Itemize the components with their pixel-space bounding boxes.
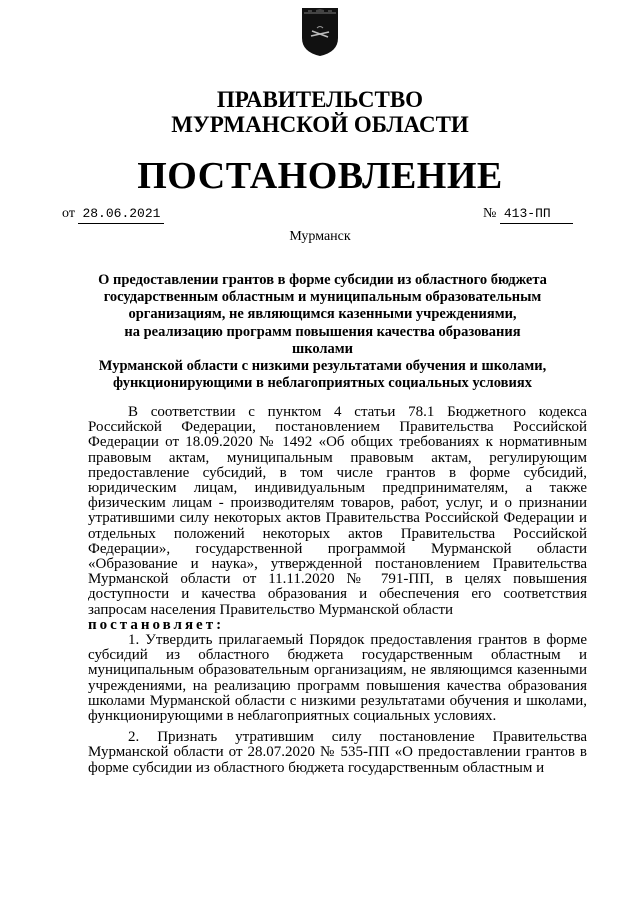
title-line: организациям, не являющимся казенными учреждениями, xyxy=(128,306,517,323)
preamble-paragraph: В соответствии с пунктом 4 статьи 78.1 Бюджетного кодекса Российской Федерации, постановлением Правительства Российской Федерации от 18.09.2020 № 1492 «Об общих требованиях к нормативным правовым актам, муниципальным правовым актам, регулирующим предоставление субсидий, в том числе грантов в форме субсидий, юридическим лицам, индивидуальным предпринимателям, а также физическим лицам - производителям товаров, работ, услуг, и о признании утратившими силу некоторых актов Правительства Российской Федерации и отдельных положений некоторых актов Правительства Российской Федерации», государственной программой Мурманской области «Образование и наука», утвержденной постановлением Правительства Мурманской области от 11.11.2020 № 791-ПП, в целях повышения доступности и качества образования и обеспечения его соответствия запросам населения Правительство Мурманской области xyxy=(88,404,587,618)
title-line: О предоставлении грантов в форме субсидии из областного бюджета xyxy=(98,272,547,288)
document-title xyxy=(95,272,550,392)
government-name-line2: МУРМАНСКОЙ ОБЛАСТИ xyxy=(171,112,469,137)
number-value: 413-ПП xyxy=(500,205,573,224)
date-value: 28.06.2021 xyxy=(78,205,164,224)
date-prefix: от xyxy=(62,206,75,221)
title-line: функционирующими в неблагоприятных социальных условиях xyxy=(113,375,532,392)
coat-of-arms-icon xyxy=(300,6,340,58)
resolves-word: постановляет: xyxy=(88,616,225,633)
item-1-paragraph: 1. Утвердить прилагаемый Порядок предоставления грантов в форме субсидий из областного бюджета государственным областным и муниципальным образовательным организациям, не являющимся казенными учреждениями, на реализацию программ повышения качества образования школами Мурманской области с низкими результатами обучения и школами, функционирующими в неблагоприятных социальных условиях. xyxy=(88,632,587,725)
title-line: Мурманской области с низкими результатами обучения и школами, xyxy=(98,358,547,375)
title-line: государственным областным и муниципальным образовательным xyxy=(103,289,542,306)
city-name: Мурманск xyxy=(289,229,351,244)
document-type-heading: ПОСТАНОВЛЕНИЕ xyxy=(137,155,503,197)
title-line: на реализацию программ повышения качества образования школами xyxy=(124,323,521,357)
document-date xyxy=(62,205,164,224)
document-number xyxy=(483,205,573,224)
number-prefix: № xyxy=(483,206,497,221)
document-body xyxy=(88,405,587,776)
government-name-line1: ПРАВИТЕЛЬСТВО xyxy=(216,87,424,112)
item-2-paragraph: 2. Признать утратившим силу постановление Правительства Мурманской области от 28.07.2020 № 535-ПП «О предоставлении грантов в форме субсидии из областного бюджета государственным областным и xyxy=(88,729,587,776)
